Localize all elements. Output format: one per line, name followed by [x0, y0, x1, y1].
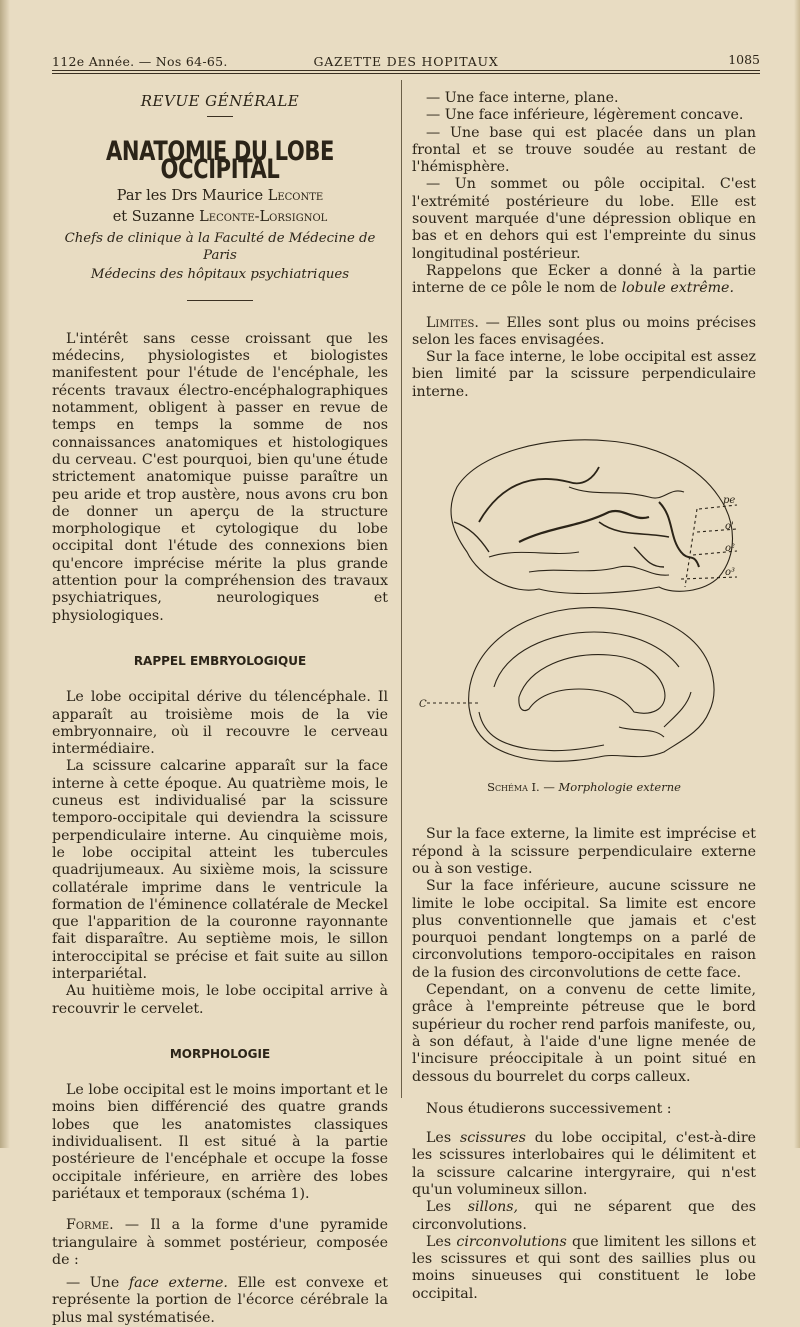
- page-edge-right: [794, 0, 800, 1148]
- lateral-sulcus-9: [454, 522, 489, 552]
- embryo-paragraph-2: La scissure calcarine apparaît sur la face interne à cette époque. Au quatrième mois, le cuneus est individualisé par la scissure temporo-occipitale qui deviendra la scissure perpendiculaire interne. Au cinquième mois, le lobe occipital atteint les tubercules quadrijumeaux. Au sixième mois, la scissure collatérale imprime dans le ventricule la formation de l'éminence collatérale de Meckel que l'apparition de la couronne rayonnante fait disparaître. Au septième mois, le sillon interoccipital se précise et fait suite au sillon interpariétal.: [52, 758, 388, 982]
- lateral-sulcus-4: [599, 522, 669, 537]
- rubric-rule: [207, 116, 233, 117]
- rubric: REVUE GÉNÉRALE: [140, 92, 300, 110]
- inferieure-paragraph: Sur la face inférieure, aucune scissure ne limite le lobe occipital. Sa limite est encore plus conventionnelle que jamais et c'est pourquoi pendant longtemps on a parlé de circonvolutions temporo-occipitales en raison de la fusion des circonvolutions de cette face.: [412, 878, 756, 981]
- lateral-sulcus-1: [479, 467, 599, 522]
- section-heading-embryology: RAPPEL EMBRYOLOGIQUE: [133, 653, 307, 668]
- sillons-text: qui ne séparent que des circonvolutions.: [412, 1199, 756, 1233]
- caption-label: Schéma I.: [487, 780, 540, 795]
- label-o2: o²: [725, 543, 736, 555]
- caption-title: Morphologie externe: [558, 780, 681, 795]
- scissures-text: du lobe occipital, c'est-à-dire les scissures interlobaires qui le délimitent et la scissure calcarine intergyraire, qui n'est qu'un volumineux sillon.: [412, 1130, 756, 1198]
- limites-paragraph: [412, 315, 756, 350]
- left-column: [52, 90, 388, 1327]
- label-o3: o³: [725, 567, 736, 579]
- brain-schema-figure: [419, 427, 749, 777]
- page-edge-left: [0, 0, 10, 1148]
- right-column: [412, 90, 756, 1303]
- scissures-term: scissures: [459, 1130, 526, 1147]
- lateral-sulcus-2: [519, 511, 649, 542]
- article-title: ANATOMIE DU LOBE OCCIPITAL: [105, 136, 335, 185]
- sillons-term: sillons,: [467, 1199, 519, 1216]
- forme-text: — Il a la forme d'une pyramide triangulaire à sommet postérieur, composée de :: [52, 1217, 388, 1268]
- sommet-item: — Un sommet ou pôle occipital. C'est l'extrémité postérieure du lobe. Elle est souvent marquée d'une dépression oblique en bas et en dehors qui est l'empreinte du sinus longitudinal postérieur.: [412, 176, 756, 262]
- figure-caption: Schéma I. — Morphologie externe: [487, 780, 681, 795]
- forme-label: Forme.: [66, 1217, 114, 1234]
- medial-sulcus-1: [494, 632, 679, 687]
- face-inferieure-item: — Une face inférieure, légèrement concave.: [426, 107, 744, 124]
- face-interne-item: — Une face interne, plane.: [426, 90, 619, 106]
- label-pe: pe: [723, 495, 736, 507]
- face-ext-term: face externe.: [128, 1275, 228, 1292]
- lateral-sulcus-7: [529, 566, 669, 575]
- affiliation-1: Chefs de clinique à la Faculté de Médecine de Paris: [64, 230, 376, 263]
- lateral-sulcus-6: [489, 552, 579, 557]
- forme-paragraph: [52, 1217, 388, 1269]
- lateral-sulcus-3: [569, 487, 684, 498]
- medial-sulcus-3: [664, 692, 691, 727]
- affiliation-2: Médecins des hôpitaux psychiatriques: [90, 266, 350, 282]
- limite-interne-paragraph: Sur la face interne, le lobe occipital est assez bien limité par la scissure perpendiculaire interne.: [412, 349, 756, 400]
- base-item: — Une base qui est placée dans un plan frontal et se trouve soudée au restant de l'hémisphère.: [412, 124, 756, 176]
- header-rule-thin: [52, 73, 760, 74]
- issue-number: 112e Année. — Nos 64-65.: [52, 54, 228, 69]
- face-ext-text: Elle est convexe et représente la portion de l'écorce cérébrale la plus mal systématisée.: [52, 1275, 389, 1326]
- medial-outline: [469, 608, 714, 762]
- scissures-paragraph: [412, 1130, 756, 1199]
- limites-label: Limites.: [426, 314, 479, 331]
- scissures-prefix: Les: [426, 1130, 460, 1147]
- medial-sulcus-2: [479, 712, 604, 751]
- sillons-paragraph: [412, 1199, 756, 1234]
- running-header: [52, 52, 760, 70]
- face-externe-paragraph: [52, 1275, 388, 1327]
- cependant-paragraph: Cependant, on a convenu de cette limite, grâce à l'empreinte pétreuse que le bord supérieur du rocher rend parfois manifeste, ou, à son défaut, à l'aide d'une ligne menée de l'incisure préoccipitale à un point situé en dessous du bourrelet du corps calleux.: [412, 982, 756, 1085]
- intro-paragraph: L'intérêt sans cesse croissant que les médecins, physiologistes et biologistes manifestent pour l'étude de l'encéphale, les récents travaux électro-encéphalographiques notamment, obligent à passer en revue de temps en temps la somme de nos connaissances anatomiques et histologiques du cerveau. C'est pourquoi, bien qu'une étude strictement anatomique puisse paraître un peu aride et trop austère, nous avons cru bon de donner un aperçu de la structure morphologique et cytologique du lobe occipital dont l'étude des connexions bien qu'encore imprécise mérite la plus grande attention pour la compréhension des travaux psychiatriques, neurologiques et physiologiques.: [52, 330, 388, 624]
- authors: [52, 186, 388, 228]
- column-separator: [401, 80, 402, 1098]
- externe-paragraph: Sur la face externe, la limite est imprécise et répond à la scissure perpendiculaire externe ou à son vestige.: [412, 826, 756, 877]
- ecker-prefix: Rappelons que Ecker a donné à la partie interne de ce pôle le nom de: [412, 262, 756, 297]
- journal-name: GAZETTE DES HOPITAUX: [313, 54, 499, 69]
- embryo-paragraph-3: Au huitième mois, le lobe occipital arrive à recouvrir le cervelet.: [52, 983, 388, 1017]
- page-number: 1085: [728, 52, 760, 67]
- circonvolutions-paragraph: [412, 1234, 756, 1303]
- etudierons-paragraph: Nous étudierons successivement :: [426, 1100, 672, 1117]
- corpus-callosum: [519, 655, 665, 714]
- header-rule: [52, 70, 760, 71]
- label-c: C: [419, 699, 427, 711]
- sillons-prefix: Les: [426, 1199, 468, 1216]
- face-ext-prefix: — Une: [66, 1275, 129, 1292]
- title-rule: [187, 300, 253, 301]
- limites-text: — Elles sont plus ou moins précises selon les faces envisagées.: [412, 314, 756, 348]
- section-heading-morphology: MORPHOLOGIE: [169, 1046, 271, 1061]
- authors-prefix-1: Par les Drs Maurice: [116, 187, 268, 204]
- ecker-paragraph: [412, 263, 756, 298]
- embryo-paragraph-1: Le lobe occipital dérive du télencéphale. Il apparaît au troisième mois de la vie embryonnaire, où il recouvre le cerveau intermédiaire.: [52, 689, 388, 758]
- circ-prefix: Les: [426, 1233, 457, 1250]
- label-o1: o': [725, 521, 734, 533]
- morpho-paragraph-1: Le lobe occipital est le moins important et le moins bien différencié des quatre grands lobes que les anatomistes classiques individualisent. Il est situé à la partie postérieure de l'encéphale et occupe la fosse occipitale inférieure, en arrière des lobes pariétaux et temporaux (schéma 1).: [52, 1082, 388, 1202]
- author-1: Leconte: [267, 187, 324, 204]
- author-2: Leconte-Lorsignol: [199, 208, 328, 225]
- circ-text: que limitent les sillons et les scissures et qui sont des saillies plus ou moins sinueuses qui constituent le lobe occipital.: [412, 1233, 756, 1302]
- circ-term: circonvolutions: [456, 1233, 567, 1250]
- authors-prefix-2: et Suzanne: [112, 208, 200, 225]
- medial-sulcus-4: [619, 727, 664, 737]
- lateral-sulcus-8: [634, 547, 664, 567]
- ecker-term: lobule extrême.: [621, 280, 734, 297]
